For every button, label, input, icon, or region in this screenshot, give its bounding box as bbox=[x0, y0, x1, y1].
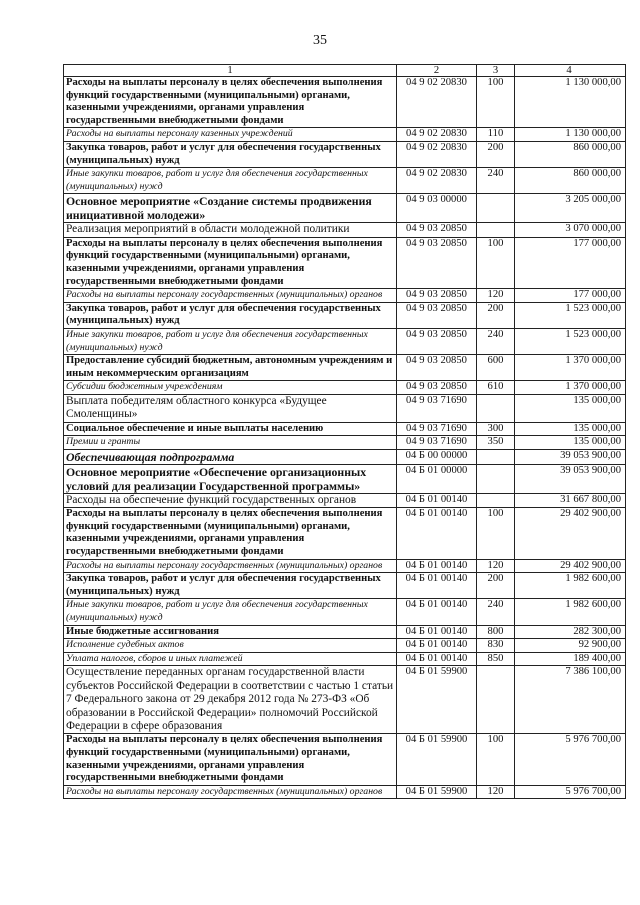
row-type-cell: 120 bbox=[477, 559, 515, 573]
row-code-cell: 04 Б 01 00140 bbox=[397, 493, 477, 507]
row-amount-cell: 92 900,00 bbox=[515, 639, 626, 653]
row-name-cell: Закупка товаров, работ и услуг для обеспечения государственных (муниципальных) нужд bbox=[64, 302, 397, 328]
table-row bbox=[64, 237, 626, 288]
row-code-cell: 04 9 03 20850 bbox=[397, 289, 477, 303]
row-name-cell: Расходы на выплаты персоналу государственных (муниципальных) органов bbox=[64, 559, 397, 573]
row-amount-cell: 1 982 600,00 bbox=[515, 573, 626, 599]
table-row bbox=[64, 464, 626, 493]
table-row bbox=[64, 141, 626, 167]
table-row bbox=[64, 194, 626, 223]
table-row bbox=[64, 394, 626, 422]
row-name-cell: Расходы на выплаты персоналу в целях обеспечения выполнения функций государственными (муниципальными) органами, казенными учреждениями, органами управления государственными внебюджетными фондами bbox=[64, 508, 397, 559]
row-name-cell: Расходы на выплаты персоналу государственных (муниципальных) органов bbox=[64, 289, 397, 303]
row-code-cell: 04 9 03 20850 bbox=[397, 381, 477, 395]
row-name-cell: Выплата победителям областного конкурса «Будущее Смоленщины» bbox=[64, 394, 397, 422]
row-amount-cell: 31 667 800,00 bbox=[515, 493, 626, 507]
row-amount-cell: 39 053 900,00 bbox=[515, 464, 626, 493]
budget-table-body bbox=[64, 65, 626, 799]
row-amount-cell: 135 000,00 bbox=[515, 422, 626, 436]
row-type-cell: 110 bbox=[477, 128, 515, 142]
row-name-cell: Расходы на выплаты персоналу в целях обеспечения выполнения функций государственными (муниципальными) органами, казенными учреждениями, органами управления государственными внебюджетными фондами bbox=[64, 734, 397, 785]
row-amount-cell: 1 370 000,00 bbox=[515, 381, 626, 395]
row-code-cell: 04 Б 01 00140 bbox=[397, 652, 477, 666]
row-amount-cell: 1 130 000,00 bbox=[515, 77, 626, 128]
row-code-cell: 04 Б 00 00000 bbox=[397, 449, 477, 464]
row-type-cell bbox=[477, 464, 515, 493]
row-code-cell: 04 Б 01 00140 bbox=[397, 573, 477, 599]
row-code-cell: 04 9 03 71690 bbox=[397, 436, 477, 450]
table-row bbox=[64, 77, 626, 128]
page-number: 35 bbox=[313, 33, 327, 48]
row-type-cell bbox=[477, 449, 515, 464]
row-type-cell: 120 bbox=[477, 785, 515, 799]
row-code-cell: 04 9 03 20850 bbox=[397, 355, 477, 381]
row-name-cell: Социальное обеспечение и иные выплаты населению bbox=[64, 422, 397, 436]
row-amount-cell: 177 000,00 bbox=[515, 289, 626, 303]
row-amount-cell: 189 400,00 bbox=[515, 652, 626, 666]
table-row bbox=[64, 168, 626, 194]
row-name-cell: Иные бюджетные ассигнования bbox=[64, 625, 397, 639]
table-row bbox=[64, 785, 626, 799]
row-amount-cell: 860 000,00 bbox=[515, 141, 626, 167]
row-code-cell: 04 9 03 71690 bbox=[397, 422, 477, 436]
row-amount-cell: 5 976 700,00 bbox=[515, 734, 626, 785]
row-amount-cell: 29 402 900,00 bbox=[515, 508, 626, 559]
row-name-cell: Основное мероприятие «Обеспечение организационных условий для реализации Государственной программы» bbox=[64, 464, 397, 493]
table-row bbox=[64, 223, 626, 237]
row-code-cell: 04 Б 01 00140 bbox=[397, 625, 477, 639]
header-col-2: 2 bbox=[397, 65, 477, 77]
header-col-4: 4 bbox=[515, 65, 626, 77]
row-code-cell: 04 9 03 20850 bbox=[397, 302, 477, 328]
row-name-cell: Расходы на выплаты персоналу государственных (муниципальных) органов bbox=[64, 785, 397, 799]
row-amount-cell: 1 130 000,00 bbox=[515, 128, 626, 142]
table-row bbox=[64, 449, 626, 464]
row-type-cell: 830 bbox=[477, 639, 515, 653]
row-code-cell: 04 9 03 20850 bbox=[397, 237, 477, 288]
table-row bbox=[64, 355, 626, 381]
table-row bbox=[64, 599, 626, 625]
row-code-cell: 04 Б 01 00140 bbox=[397, 508, 477, 559]
row-code-cell: 04 9 02 20830 bbox=[397, 141, 477, 167]
header-row bbox=[64, 65, 626, 77]
row-code-cell: 04 Б 01 00000 bbox=[397, 464, 477, 493]
row-type-cell: 350 bbox=[477, 436, 515, 450]
row-amount-cell: 7 386 100,00 bbox=[515, 666, 626, 734]
row-type-cell: 100 bbox=[477, 77, 515, 128]
row-amount-cell: 1 523 000,00 bbox=[515, 302, 626, 328]
row-amount-cell: 1 982 600,00 bbox=[515, 599, 626, 625]
row-amount-cell: 5 976 700,00 bbox=[515, 785, 626, 799]
table-row bbox=[64, 381, 626, 395]
row-amount-cell: 3 070 000,00 bbox=[515, 223, 626, 237]
row-name-cell: Расходы на выплаты персоналу в целях обеспечения выполнения функций государственными (муниципальными) органами, казенными учреждениями, органами управления государственными внебюджетными фондами bbox=[64, 237, 397, 288]
header-col-3: 3 bbox=[477, 65, 515, 77]
row-type-cell: 200 bbox=[477, 573, 515, 599]
row-code-cell: 04 Б 01 59900 bbox=[397, 785, 477, 799]
table-row bbox=[64, 508, 626, 559]
row-code-cell: 04 9 03 20850 bbox=[397, 328, 477, 354]
table-row bbox=[64, 559, 626, 573]
budget-table bbox=[63, 64, 626, 799]
row-type-cell: 200 bbox=[477, 141, 515, 167]
table-row bbox=[64, 436, 626, 450]
table-row bbox=[64, 302, 626, 328]
row-amount-cell: 135 000,00 bbox=[515, 394, 626, 422]
row-name-cell: Предоставление субсидий бюджетным, автономным учреждениям и иным некоммерческим организациям bbox=[64, 355, 397, 381]
row-code-cell: 04 Б 01 00140 bbox=[397, 599, 477, 625]
row-amount-cell: 282 300,00 bbox=[515, 625, 626, 639]
row-amount-cell: 39 053 900,00 bbox=[515, 449, 626, 464]
row-type-cell: 240 bbox=[477, 599, 515, 625]
row-code-cell: 04 9 03 20850 bbox=[397, 223, 477, 237]
row-type-cell: 100 bbox=[477, 734, 515, 785]
row-type-cell: 100 bbox=[477, 508, 515, 559]
row-name-cell: Реализация мероприятий в области молодежной политики bbox=[64, 223, 397, 237]
row-name-cell: Иные закупки товаров, работ и услуг для обеспечения государственных (муниципальных) нужд bbox=[64, 328, 397, 354]
row-code-cell: 04 9 02 20830 bbox=[397, 128, 477, 142]
row-type-cell: 120 bbox=[477, 289, 515, 303]
row-type-cell: 240 bbox=[477, 328, 515, 354]
row-amount-cell: 860 000,00 bbox=[515, 168, 626, 194]
row-amount-cell: 29 402 900,00 bbox=[515, 559, 626, 573]
row-code-cell: 04 9 03 00000 bbox=[397, 194, 477, 223]
row-code-cell: 04 9 02 20830 bbox=[397, 168, 477, 194]
row-type-cell bbox=[477, 493, 515, 507]
header-col-1: 1 bbox=[64, 65, 397, 77]
row-name-cell: Обеспечивающая подпрограмма bbox=[64, 449, 397, 464]
row-type-cell: 200 bbox=[477, 302, 515, 328]
table-row bbox=[64, 573, 626, 599]
table-row bbox=[64, 328, 626, 354]
table-row bbox=[64, 289, 626, 303]
row-type-cell bbox=[477, 394, 515, 422]
row-name-cell: Иные закупки товаров, работ и услуг для обеспечения государственных (муниципальных) нужд bbox=[64, 599, 397, 625]
row-name-cell: Уплата налогов, сборов и иных платежей bbox=[64, 652, 397, 666]
row-name-cell: Исполнение судебных актов bbox=[64, 639, 397, 653]
row-name-cell: Расходы на обеспечение функций государственных органов bbox=[64, 493, 397, 507]
row-name-cell: Основное мероприятие «Создание системы продвижения инициативной молодежи» bbox=[64, 194, 397, 223]
table-row bbox=[64, 639, 626, 653]
table-row bbox=[64, 493, 626, 507]
table-row bbox=[64, 128, 626, 142]
row-type-cell: 300 bbox=[477, 422, 515, 436]
table-row bbox=[64, 666, 626, 734]
row-amount-cell: 3 205 000,00 bbox=[515, 194, 626, 223]
row-amount-cell: 135 000,00 bbox=[515, 436, 626, 450]
row-name-cell: Закупка товаров, работ и услуг для обеспечения государственных (муниципальных) нужд bbox=[64, 141, 397, 167]
table-row bbox=[64, 625, 626, 639]
row-type-cell: 610 bbox=[477, 381, 515, 395]
row-name-cell: Иные закупки товаров, работ и услуг для обеспечения государственных (муниципальных) нужд bbox=[64, 168, 397, 194]
row-type-cell: 850 bbox=[477, 652, 515, 666]
row-code-cell: 04 Б 01 00140 bbox=[397, 639, 477, 653]
row-code-cell: 04 Б 01 00140 bbox=[397, 559, 477, 573]
table-row bbox=[64, 734, 626, 785]
row-name-cell: Осуществление переданных органам государственной власти субъектов Российской Федерации в соответствии с частью 1 статьи 7 Федерального закона от 29 декабря 2012 года № 273-ФЗ «Об образовании в Российской Федерации» полномочий Российской Федерации в сфере образования bbox=[64, 666, 397, 734]
row-type-cell bbox=[477, 223, 515, 237]
row-name-cell: Закупка товаров, работ и услуг для обеспечения государственных (муниципальных) нужд bbox=[64, 573, 397, 599]
row-amount-cell: 1 370 000,00 bbox=[515, 355, 626, 381]
row-code-cell: 04 Б 01 59900 bbox=[397, 666, 477, 734]
table-row bbox=[64, 652, 626, 666]
row-name-cell: Субсидии бюджетным учреждениям bbox=[64, 381, 397, 395]
row-amount-cell: 177 000,00 bbox=[515, 237, 626, 288]
row-type-cell: 240 bbox=[477, 168, 515, 194]
row-type-cell: 600 bbox=[477, 355, 515, 381]
row-type-cell bbox=[477, 194, 515, 223]
row-type-cell bbox=[477, 666, 515, 734]
row-name-cell: Расходы на выплаты персоналу казенных учреждений bbox=[64, 128, 397, 142]
row-type-cell: 800 bbox=[477, 625, 515, 639]
row-code-cell: 04 9 02 20830 bbox=[397, 77, 477, 128]
row-code-cell: 04 9 03 71690 bbox=[397, 394, 477, 422]
row-name-cell: Расходы на выплаты персоналу в целях обеспечения выполнения функций государственными (муниципальными) органами, казенными учреждениями, органами управления государственными внебюджетными фондами bbox=[64, 77, 397, 128]
row-amount-cell: 1 523 000,00 bbox=[515, 328, 626, 354]
table-row bbox=[64, 422, 626, 436]
row-code-cell: 04 Б 01 59900 bbox=[397, 734, 477, 785]
row-name-cell: Премии и гранты bbox=[64, 436, 397, 450]
row-type-cell: 100 bbox=[477, 237, 515, 288]
